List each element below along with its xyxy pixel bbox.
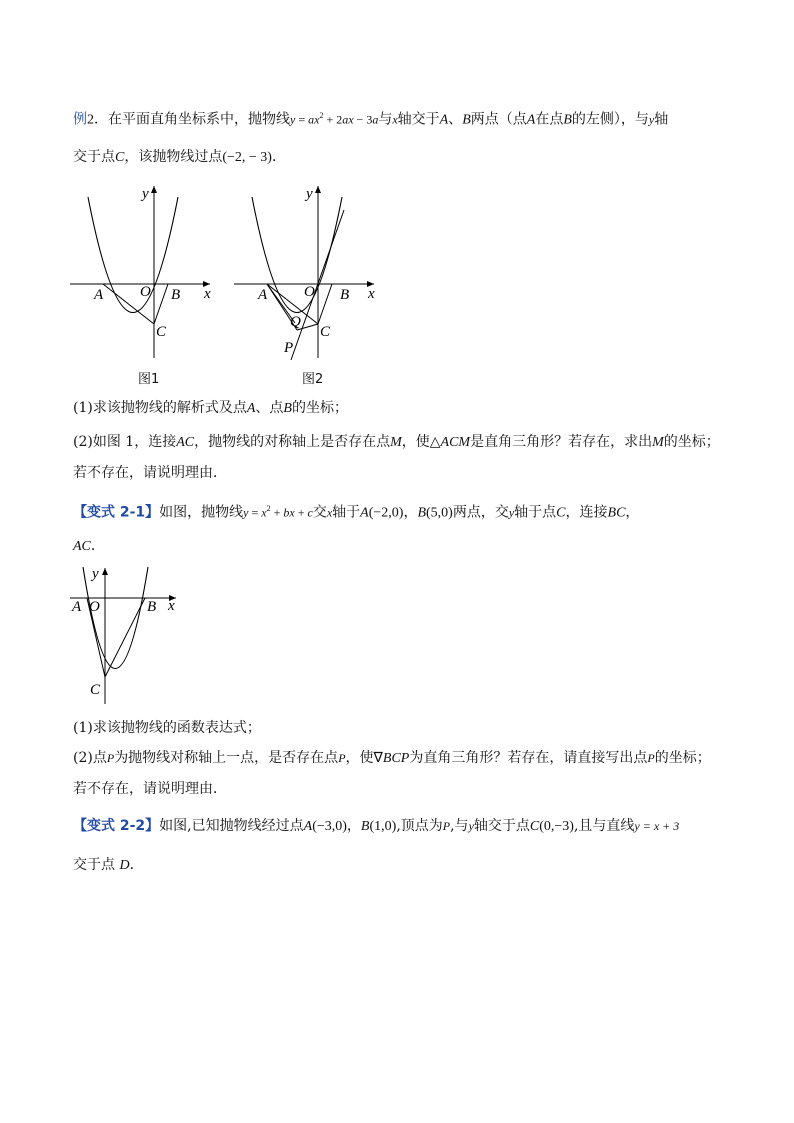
v21-fig-y-label: y xyxy=(92,566,99,582)
fig2-y-label: y xyxy=(306,186,313,202)
fig2-c-label: C xyxy=(320,324,331,340)
fig2-caption: 图2 xyxy=(302,372,324,387)
figure-1 xyxy=(70,180,220,370)
example-label: 例 xyxy=(73,111,87,128)
variant-2-1-figure xyxy=(70,562,190,712)
example2-line1: 例2．在平面直角坐标系中，抛物线$y = ax^2 + 2ax - 3a$与x轴交于A、B两点（点A在点B的左侧），与y轴 xyxy=(73,111,669,128)
figure-2 xyxy=(234,180,384,370)
variant-2-1-question-1: (1)求该抛物线的函数表达式； xyxy=(73,720,261,736)
fig1-caption: 图1 xyxy=(138,372,160,387)
fig2-p-label: P xyxy=(284,340,294,356)
v21-fig-x-label: x xyxy=(168,598,175,614)
variant-2-2-tag: 【变式 2-2】 xyxy=(73,818,160,834)
fig1-o-label: O xyxy=(140,284,151,300)
fig2-b-label: B xyxy=(340,287,350,303)
variant-2-1-tag: 【变式 2-1】 xyxy=(73,504,160,521)
fig2-x-label: x xyxy=(368,286,375,302)
fig1-y-label: y xyxy=(142,186,149,202)
variant-2-1-question-2-line2: 若不存在，请说明理由． xyxy=(73,781,227,797)
question-2-line2: 若不存在，请说明理由． xyxy=(73,465,227,481)
question-1: (1)求该抛物线的解析式及点A、点B的坐标； xyxy=(73,400,348,416)
fig2-a-label: A xyxy=(258,287,268,303)
variant-2-1-line1: 【变式 2-1】如图，抛物线$y = x^2$ + bx + c交x轴于A(−2,0)，B(5,0)两点，交y轴于点C，连接BC， xyxy=(73,504,640,521)
v21-fig-c-label: C xyxy=(90,682,101,698)
v21-fig-o-label: O xyxy=(89,599,100,615)
fig1-x-label: x xyxy=(204,286,211,302)
variant-2-1-line2: AC． xyxy=(73,538,105,554)
fig1-b-label: B xyxy=(171,287,181,303)
fig2-o-label: O xyxy=(304,284,315,300)
question-2: (2)如图 1，连接AC，抛物线的对称轴上是否存在点M，使△ACM是直角三角形？若存在，求出M的坐标； xyxy=(73,434,720,450)
fig2-q-label: Q xyxy=(290,314,301,330)
example2-line2: 交于点C，该抛物线过点(−2, − 3)． xyxy=(73,149,286,165)
variant-2-2-line2: 交于点 D． xyxy=(73,857,144,873)
fig1-c-label: C xyxy=(156,324,167,340)
variant-2-2-line1: 【变式 2-2】如图,已知抛物线经过点A(−3,0)，B(1,0),顶点为P,与y轴交于点C(0,−3),且与直线y = x + 3 xyxy=(73,818,680,834)
v21-fig-a-label: A xyxy=(72,599,82,615)
variant-2-1-question-2: (2)点P为抛物线对称轴上一点，是否存在点P，使∇BCP为直角三角形？若存在，请直接写出点P的坐标； xyxy=(73,750,711,766)
fig1-a-label: A xyxy=(94,287,104,303)
v21-fig-b-label: B xyxy=(147,599,157,615)
